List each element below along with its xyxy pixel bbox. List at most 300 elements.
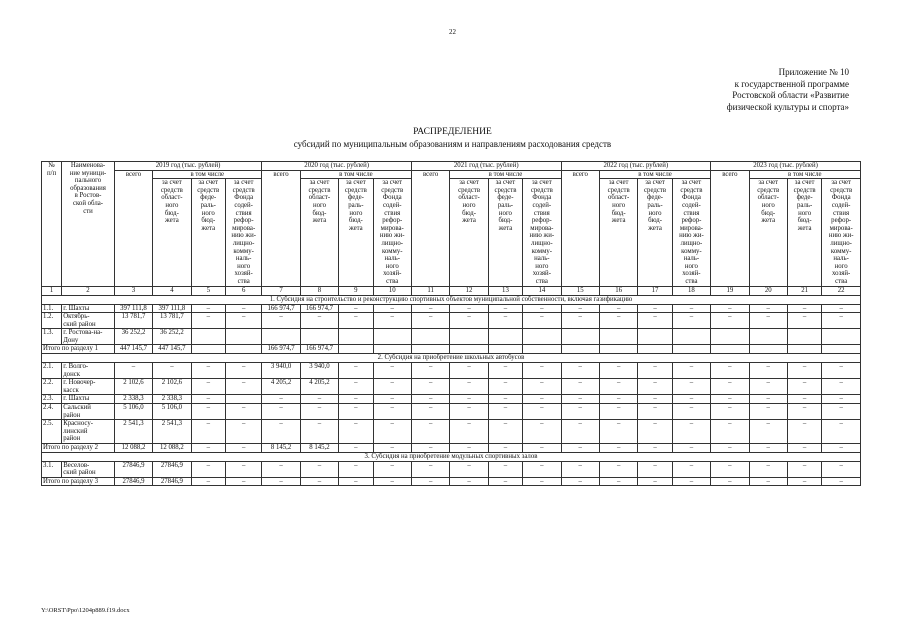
header-housing-fund: за счет средств Фонда содей- ствия рефор- мирова- нию жи- лищно- комму- наль- ного хозяй- ства — [672, 179, 710, 286]
value-cell: – — [787, 304, 821, 313]
value-cell: – — [488, 420, 522, 444]
value-cell — [225, 395, 261, 404]
table-row — [42, 304, 861, 313]
value-cell: – — [711, 461, 749, 477]
value-cell: – — [749, 420, 787, 444]
header-federal-budget: за счет средств феде- раль- ного бюд- жета — [191, 179, 225, 286]
value-cell: 397 111,8 — [153, 304, 191, 313]
total-value-cell: – — [822, 444, 861, 453]
column-number: 3 — [114, 286, 152, 295]
section-total-row — [42, 345, 861, 354]
total-value-cell: 166 974,7 — [262, 345, 300, 354]
value-cell: – — [523, 304, 561, 313]
value-cell: – — [225, 313, 261, 329]
row-number: 2.5. — [42, 420, 62, 444]
value-cell: – — [749, 461, 787, 477]
value-cell: – — [561, 379, 599, 395]
header-regional-budget: за счет средств област- ного бюд- жета — [300, 179, 338, 286]
total-value-cell: – — [191, 477, 225, 486]
total-value-cell — [373, 345, 411, 354]
appendix-line: физической культуры и спорта» — [726, 101, 849, 112]
header-year: 2021 год (тыс. рублей) — [411, 162, 561, 171]
value-cell: – — [711, 363, 749, 379]
value-cell: 4 205,2 — [262, 379, 300, 395]
value-cell: – — [822, 420, 861, 444]
total-value-cell: 447 145,7 — [114, 345, 152, 354]
header-total: всего — [411, 170, 449, 286]
value-cell — [225, 329, 261, 345]
header-including: в том числе — [599, 170, 710, 179]
value-cell: – — [749, 363, 787, 379]
value-cell: – — [373, 461, 411, 477]
value-cell: 2 338,3 — [153, 395, 191, 404]
value-cell — [561, 329, 599, 345]
header-municipality: Наименова- ние муници- пального образования в Ростов- ской обла- сти — [62, 162, 115, 287]
value-cell: – — [488, 461, 522, 477]
value-cell: – — [411, 461, 449, 477]
column-number: 20 — [749, 286, 787, 295]
total-value-cell — [822, 345, 861, 354]
total-value-cell: – — [787, 444, 821, 453]
value-cell — [339, 329, 373, 345]
value-cell — [262, 329, 300, 345]
value-cell: – — [561, 304, 599, 313]
value-cell: – — [822, 404, 861, 420]
value-cell: – — [339, 461, 373, 477]
appendix-line: к государственной программе — [734, 78, 849, 89]
total-value-cell: – — [599, 477, 637, 486]
column-number: 22 — [822, 286, 861, 295]
value-cell: – — [450, 379, 488, 395]
total-value-cell — [191, 345, 225, 354]
total-value-cell: – — [339, 477, 373, 486]
section-total-row — [42, 444, 861, 453]
header-federal-budget: за счет средств феде- раль- ного бюд- жета — [339, 179, 373, 286]
total-value-cell: – — [672, 477, 710, 486]
value-cell: – — [488, 363, 522, 379]
value-cell: 166 974,7 — [300, 304, 338, 313]
value-cell: – — [191, 420, 225, 444]
value-cell: – — [114, 363, 152, 379]
value-cell: – — [711, 420, 749, 444]
value-cell: – — [523, 404, 561, 420]
section-title: 1. Субсидия на строительство и реконструкцию спортивных объектов муниципальной собственности, включая газификацию — [42, 295, 861, 304]
value-cell: – — [225, 304, 261, 313]
row-number: 2.4. — [42, 404, 62, 420]
header-federal-budget: за счет средств феде- раль- ного бюд- жета — [638, 179, 672, 286]
value-cell: – — [672, 404, 710, 420]
total-value-cell: 27846,9 — [114, 477, 152, 486]
value-cell: – — [711, 313, 749, 329]
value-cell: – — [191, 404, 225, 420]
value-cell: – — [191, 304, 225, 313]
value-cell: – — [599, 461, 637, 477]
row-number: 1.2. — [42, 313, 62, 329]
total-value-cell: 166 974,7 — [300, 345, 338, 354]
section-total-label: Итого по разделу 3 — [42, 477, 115, 486]
total-value-cell — [638, 345, 672, 354]
column-number: 17 — [638, 286, 672, 295]
total-value-cell: – — [787, 477, 821, 486]
total-value-cell — [411, 345, 449, 354]
value-cell: – — [488, 395, 522, 404]
value-cell: – — [638, 313, 672, 329]
total-value-cell: – — [373, 444, 411, 453]
value-cell: – — [672, 461, 710, 477]
value-cell: 2 102,6 — [153, 379, 191, 395]
value-cell: – — [672, 395, 710, 404]
value-cell: – — [711, 304, 749, 313]
total-value-cell: – — [262, 477, 300, 486]
value-cell — [450, 329, 488, 345]
total-value-cell: 12 088,2 — [114, 444, 152, 453]
value-cell — [749, 329, 787, 345]
value-cell: – — [373, 404, 411, 420]
value-cell: – — [638, 379, 672, 395]
header-number: № п/п — [42, 162, 62, 287]
header-year: 2019 год (тыс. рублей) — [114, 162, 262, 171]
value-cell: 27846,9 — [114, 461, 152, 477]
value-cell: – — [749, 395, 787, 404]
value-cell: – — [262, 395, 300, 404]
value-cell: – — [523, 363, 561, 379]
header-year: 2020 год (тыс. рублей) — [262, 162, 412, 171]
value-cell: – — [488, 313, 522, 329]
value-cell: – — [339, 395, 373, 404]
table-row — [42, 363, 861, 379]
value-cell — [488, 329, 522, 345]
header-year: 2022 год (тыс. рублей) — [561, 162, 711, 171]
total-value-cell — [749, 345, 787, 354]
value-cell: 2 102,6 — [114, 379, 152, 395]
value-cell: – — [411, 363, 449, 379]
total-value-cell: – — [488, 477, 522, 486]
header-including: в том числе — [749, 170, 860, 179]
value-cell: – — [339, 404, 373, 420]
value-cell: – — [523, 461, 561, 477]
total-value-cell: – — [450, 444, 488, 453]
value-cell: – — [488, 379, 522, 395]
value-cell: – — [262, 461, 300, 477]
value-cell: – — [822, 313, 861, 329]
value-cell: – — [262, 420, 300, 444]
section-title: 2. Субсидия на приобретение школьных автобусов — [42, 354, 861, 363]
total-value-cell: – — [711, 444, 749, 453]
header-regional-budget: за счет средств област- ного бюд- жета — [749, 179, 787, 286]
total-value-cell: – — [749, 444, 787, 453]
value-cell: 3 940,0 — [262, 363, 300, 379]
total-value-cell: – — [488, 444, 522, 453]
value-cell: 36 252,2 — [153, 329, 191, 345]
value-cell: – — [373, 420, 411, 444]
value-cell: – — [711, 379, 749, 395]
row-number: 2.3. — [42, 395, 62, 404]
value-cell: – — [373, 363, 411, 379]
total-value-cell: – — [339, 444, 373, 453]
value-cell — [373, 329, 411, 345]
document-subtitle: субсидий по муниципальным образованиям и направлениям расходования средств — [293, 139, 612, 149]
value-cell: – — [450, 404, 488, 420]
value-cell: – — [599, 304, 637, 313]
header-total: всего — [262, 170, 300, 286]
value-cell: 2 338,3 — [114, 395, 152, 404]
value-cell: 27846,9 — [153, 461, 191, 477]
row-municipality: г. Шахты — [62, 395, 115, 404]
total-value-cell: 12 088,2 — [153, 444, 191, 453]
value-cell: – — [373, 395, 411, 404]
row-municipality: г. Ростова-на- Дону — [62, 329, 115, 345]
column-number: 21 — [787, 286, 821, 295]
column-number: 1 — [42, 286, 62, 295]
header-year: 2023 год (тыс. рублей) — [711, 162, 861, 171]
total-value-cell: – — [561, 444, 599, 453]
value-cell: – — [225, 379, 261, 395]
value-cell: – — [523, 395, 561, 404]
table-row — [42, 461, 861, 477]
value-cell: – — [561, 395, 599, 404]
value-cell: – — [822, 395, 861, 404]
value-cell: – — [225, 404, 261, 420]
value-cell: – — [599, 395, 637, 404]
total-value-cell: – — [561, 477, 599, 486]
section-title: 3. Субсидия на приобретение модульных спортивных залов — [42, 452, 861, 461]
value-cell: – — [787, 420, 821, 444]
section-total-label: Итого по разделу 2 — [42, 444, 115, 453]
value-cell: – — [411, 313, 449, 329]
column-number: 15 — [561, 286, 599, 295]
value-cell: – — [822, 304, 861, 313]
header-total: всего — [114, 170, 152, 286]
value-cell — [672, 329, 710, 345]
value-cell: – — [300, 404, 338, 420]
total-value-cell — [225, 345, 261, 354]
value-cell: – — [411, 420, 449, 444]
value-cell: – — [450, 461, 488, 477]
value-cell: – — [488, 304, 522, 313]
value-cell: – — [225, 420, 261, 444]
total-value-cell: – — [638, 444, 672, 453]
value-cell: – — [787, 395, 821, 404]
value-cell: – — [411, 304, 449, 313]
column-number: 6 — [225, 286, 261, 295]
total-value-cell — [561, 345, 599, 354]
value-cell — [599, 329, 637, 345]
value-cell: – — [672, 420, 710, 444]
value-cell: – — [488, 404, 522, 420]
total-value-cell: – — [373, 477, 411, 486]
value-cell: 13 781,7 — [114, 313, 152, 329]
value-cell: 4 205,2 — [300, 379, 338, 395]
value-cell: – — [561, 363, 599, 379]
value-cell: – — [749, 313, 787, 329]
header-federal-budget: за счет средств феде- раль- ного бюд- жета — [787, 179, 821, 286]
header-including: в том числе — [450, 170, 561, 179]
value-cell — [711, 329, 749, 345]
total-value-cell: – — [672, 444, 710, 453]
value-cell: – — [339, 313, 373, 329]
value-cell: – — [411, 395, 449, 404]
value-cell: – — [638, 395, 672, 404]
column-number: 5 — [191, 286, 225, 295]
total-value-cell: – — [523, 444, 561, 453]
total-value-cell: – — [300, 477, 338, 486]
column-number: 14 — [523, 286, 561, 295]
value-cell — [787, 329, 821, 345]
value-cell: – — [300, 461, 338, 477]
section-total-row — [42, 477, 861, 486]
value-cell: 5 106,0 — [153, 404, 191, 420]
row-number: 3.1. — [42, 461, 62, 477]
value-cell: – — [561, 313, 599, 329]
value-cell: – — [638, 363, 672, 379]
value-cell: 2 541,3 — [153, 420, 191, 444]
total-value-cell — [711, 345, 749, 354]
row-municipality: Веселов- ский район — [62, 461, 115, 477]
value-cell: – — [300, 395, 338, 404]
value-cell: – — [339, 420, 373, 444]
total-value-cell: – — [749, 477, 787, 486]
value-cell: – — [638, 404, 672, 420]
total-value-cell: 8 145,2 — [262, 444, 300, 453]
column-number: 12 — [450, 286, 488, 295]
value-cell: 5 106,0 — [114, 404, 152, 420]
value-cell: – — [672, 304, 710, 313]
header-total: всего — [561, 170, 599, 286]
appendix-line: Ростовской области «Развитие — [732, 90, 849, 100]
value-cell: – — [523, 420, 561, 444]
value-cell: – — [787, 363, 821, 379]
file-path-footer: Y:\ORST\Ppo\1204p889.f19.docx — [41, 607, 130, 614]
table-row — [42, 395, 861, 404]
value-cell: – — [450, 304, 488, 313]
value-cell: – — [638, 304, 672, 313]
total-value-cell: 27846,9 — [153, 477, 191, 486]
value-cell — [638, 329, 672, 345]
value-cell: – — [339, 363, 373, 379]
value-cell — [523, 329, 561, 345]
value-cell: – — [300, 420, 338, 444]
value-cell: – — [638, 461, 672, 477]
total-value-cell: – — [711, 477, 749, 486]
value-cell: – — [450, 363, 488, 379]
value-cell: – — [339, 304, 373, 313]
column-number: 9 — [339, 286, 373, 295]
row-number: 1.1. — [42, 304, 62, 313]
table-row — [42, 379, 861, 395]
total-value-cell: – — [822, 477, 861, 486]
value-cell — [822, 329, 861, 345]
value-cell: – — [599, 404, 637, 420]
value-cell: – — [411, 404, 449, 420]
header-regional-budget: за счет средств област- ного бюд- жета — [599, 179, 637, 286]
header-total: всего — [711, 170, 749, 286]
row-municipality: Сальский район — [62, 404, 115, 420]
value-cell: 13 781,7 — [153, 313, 191, 329]
value-cell: – — [153, 363, 191, 379]
value-cell: – — [711, 404, 749, 420]
header-housing-fund: за счет средств Фонда содей- ствия рефор- мирова- нию жи- лищно- комму- наль- ного хозяй- ства — [225, 179, 261, 286]
total-value-cell: – — [225, 477, 261, 486]
total-value-cell — [488, 345, 522, 354]
value-cell: – — [561, 420, 599, 444]
subsidy-distribution-table — [41, 161, 861, 486]
row-municipality: Красносу- линский район — [62, 420, 115, 444]
value-cell: – — [262, 404, 300, 420]
section-total-label: Итого по разделу 1 — [42, 345, 115, 354]
value-cell: – — [599, 313, 637, 329]
value-cell: – — [561, 404, 599, 420]
value-cell: – — [711, 395, 749, 404]
value-cell: – — [599, 379, 637, 395]
total-value-cell — [599, 345, 637, 354]
total-value-cell — [450, 345, 488, 354]
row-municipality: г. Волго- донск — [62, 363, 115, 379]
value-cell: – — [191, 313, 225, 329]
row-municipality: г. Новочер- касск — [62, 379, 115, 395]
column-number: 7 — [262, 286, 300, 295]
value-cell: – — [191, 395, 225, 404]
page-number: 22 — [449, 28, 456, 36]
value-cell: – — [339, 379, 373, 395]
row-number: 1.3. — [42, 329, 62, 345]
header-including: в том числе — [153, 170, 262, 179]
total-value-cell: – — [411, 444, 449, 453]
value-cell: – — [191, 379, 225, 395]
value-cell: – — [599, 363, 637, 379]
document-title: РАСПРЕДЕЛЕНИЕ — [413, 127, 492, 137]
value-cell: – — [373, 379, 411, 395]
value-cell: – — [749, 304, 787, 313]
row-number: 2.1. — [42, 363, 62, 379]
value-cell: – — [523, 379, 561, 395]
row-municipality: г. Шахты — [62, 304, 115, 313]
column-number: 10 — [373, 286, 411, 295]
total-value-cell — [787, 345, 821, 354]
total-value-cell: – — [225, 444, 261, 453]
value-cell: – — [523, 313, 561, 329]
value-cell: – — [787, 379, 821, 395]
column-number: 13 — [488, 286, 522, 295]
total-value-cell — [339, 345, 373, 354]
row-municipality: Октябрь- ский район — [62, 313, 115, 329]
total-value-cell: – — [411, 477, 449, 486]
value-cell: – — [749, 404, 787, 420]
value-cell: – — [262, 313, 300, 329]
value-cell: – — [638, 420, 672, 444]
header-federal-budget: за счет средств феде- раль- ного бюд- жета — [488, 179, 522, 286]
table-row — [42, 420, 861, 444]
value-cell: – — [450, 420, 488, 444]
value-cell: – — [787, 461, 821, 477]
header-regional-budget: за счет средств област- ного бюд- жета — [153, 179, 191, 286]
value-cell: – — [749, 379, 787, 395]
column-number: 11 — [411, 286, 449, 295]
column-number: 8 — [300, 286, 338, 295]
total-value-cell: – — [450, 477, 488, 486]
total-value-cell: – — [638, 477, 672, 486]
value-cell: – — [672, 379, 710, 395]
value-cell: 2 541,3 — [114, 420, 152, 444]
table-row — [42, 404, 861, 420]
value-cell: – — [822, 461, 861, 477]
value-cell — [191, 329, 225, 345]
column-number: 18 — [672, 286, 710, 295]
column-number: 16 — [599, 286, 637, 295]
value-cell: – — [787, 404, 821, 420]
total-value-cell — [523, 345, 561, 354]
value-cell: – — [411, 379, 449, 395]
value-cell — [411, 329, 449, 345]
